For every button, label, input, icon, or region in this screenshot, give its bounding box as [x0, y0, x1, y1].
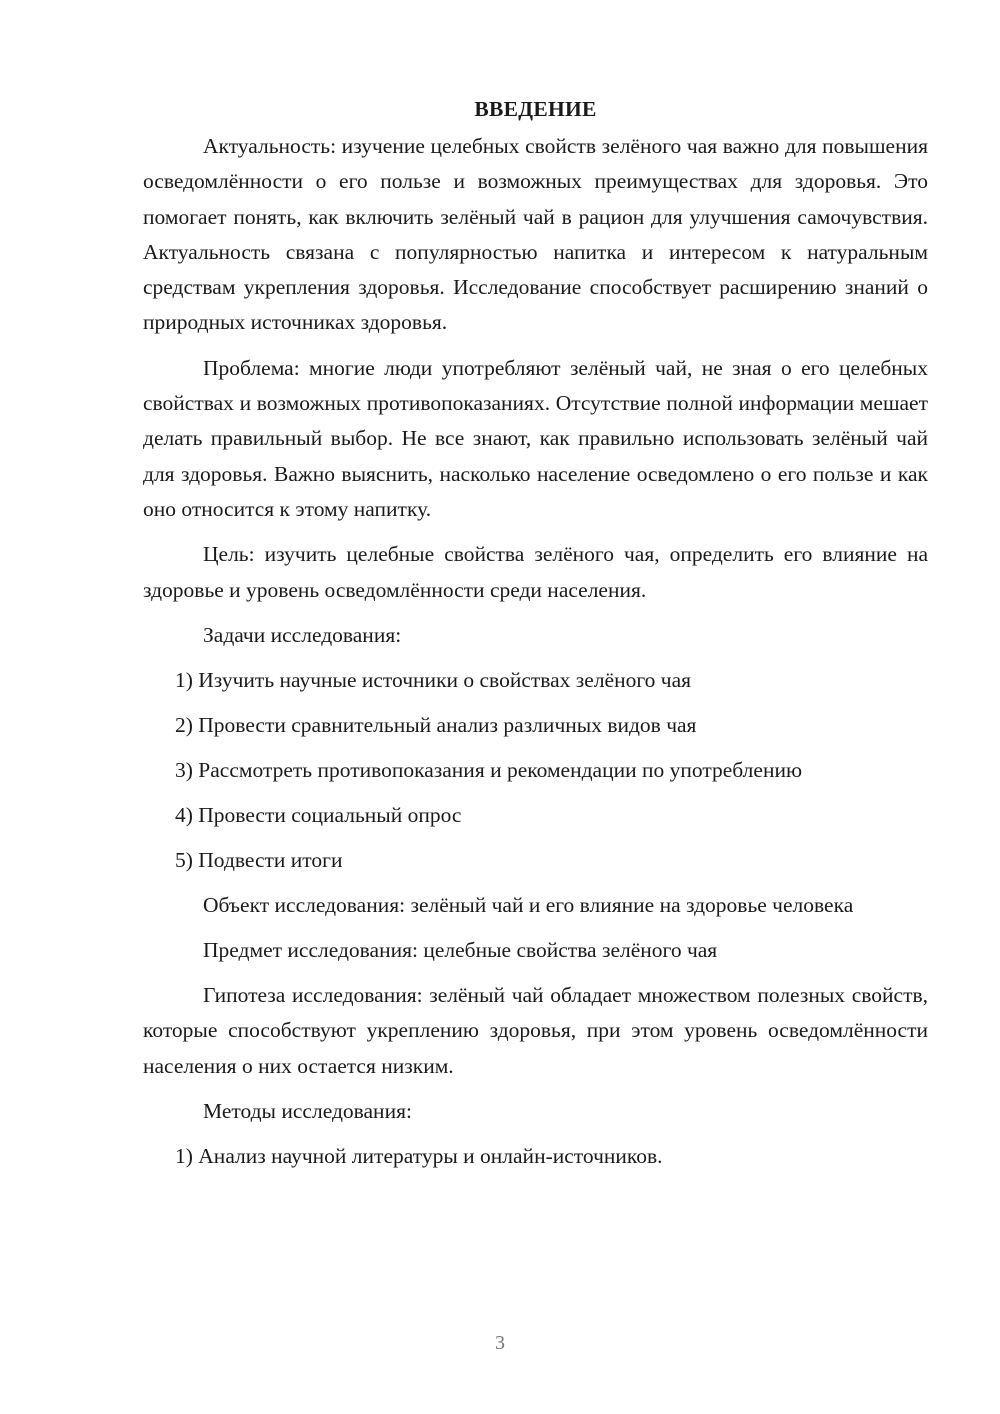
- paragraph-problem: Проблема: многие люди употребляют зелёный чай, не зная о его целебных свойствах и возможных противопоказаниях. Отсутствие полной информации мешает делать правильный выбор. Не все знают, как правильно использовать зелёный чай для здоровья. Важно выяснить, насколько население осведомлено о его пользе и как оно относится к этому напитку.: [143, 355, 928, 521]
- tasks-heading: Задачи исследования:: [203, 622, 402, 647]
- page-number: 3: [495, 1332, 505, 1354]
- methods-heading: Методы исследования:: [203, 1099, 412, 1124]
- task-item: 2) Провести сравнительный анализ различных видов чая: [175, 712, 697, 737]
- paragraph-relevance: Актуальность: изучение целебных свойств зелёного чая важно для повышения осведомлённости о его пользе и возможных преимуществах для здоровья. Это помогает понять, как включить зелёный чай в рацион для улучшения самочувствия. Актуальность связана с популярностью напитка и интересом к натуральным средствам укрепления здоровья. Исследование способствует расширению знаний о природных источниках здоровья.: [143, 134, 928, 335]
- section-title: ВВЕДЕНИЕ: [474, 97, 597, 121]
- paragraph-object: Объект исследования: зелёный чай и его влияние на здоровье человека: [203, 892, 854, 917]
- document-page: [143, 92, 928, 1184]
- task-item: 3) Рассмотреть противопоказания и рекомендации по употреблению: [175, 757, 803, 782]
- task-item: 5) Подвести итоги: [175, 847, 343, 872]
- paragraph-subject: Предмет исследования: целебные свойства зелёного чая: [203, 938, 718, 963]
- method-item: 1) Анализ научной литературы и онлайн-источников.: [175, 1144, 663, 1169]
- task-item: 1) Изучить научные источники о свойствах зелёного чая: [175, 667, 692, 692]
- task-item: 4) Провести социальный опрос: [175, 802, 462, 827]
- paragraph-goal: Цель: изучить целебные свойства зелёного чая, определить его влияние на здоровье и уровень осведомлённости среди населения.: [143, 542, 928, 602]
- paragraph-hypothesis: Гипотеза исследования: зелёный чай обладает множеством полезных свойств, которые способствуют укреплению здоровья, при этом уровень осведомлённости населения о них остается низким.: [143, 983, 928, 1078]
